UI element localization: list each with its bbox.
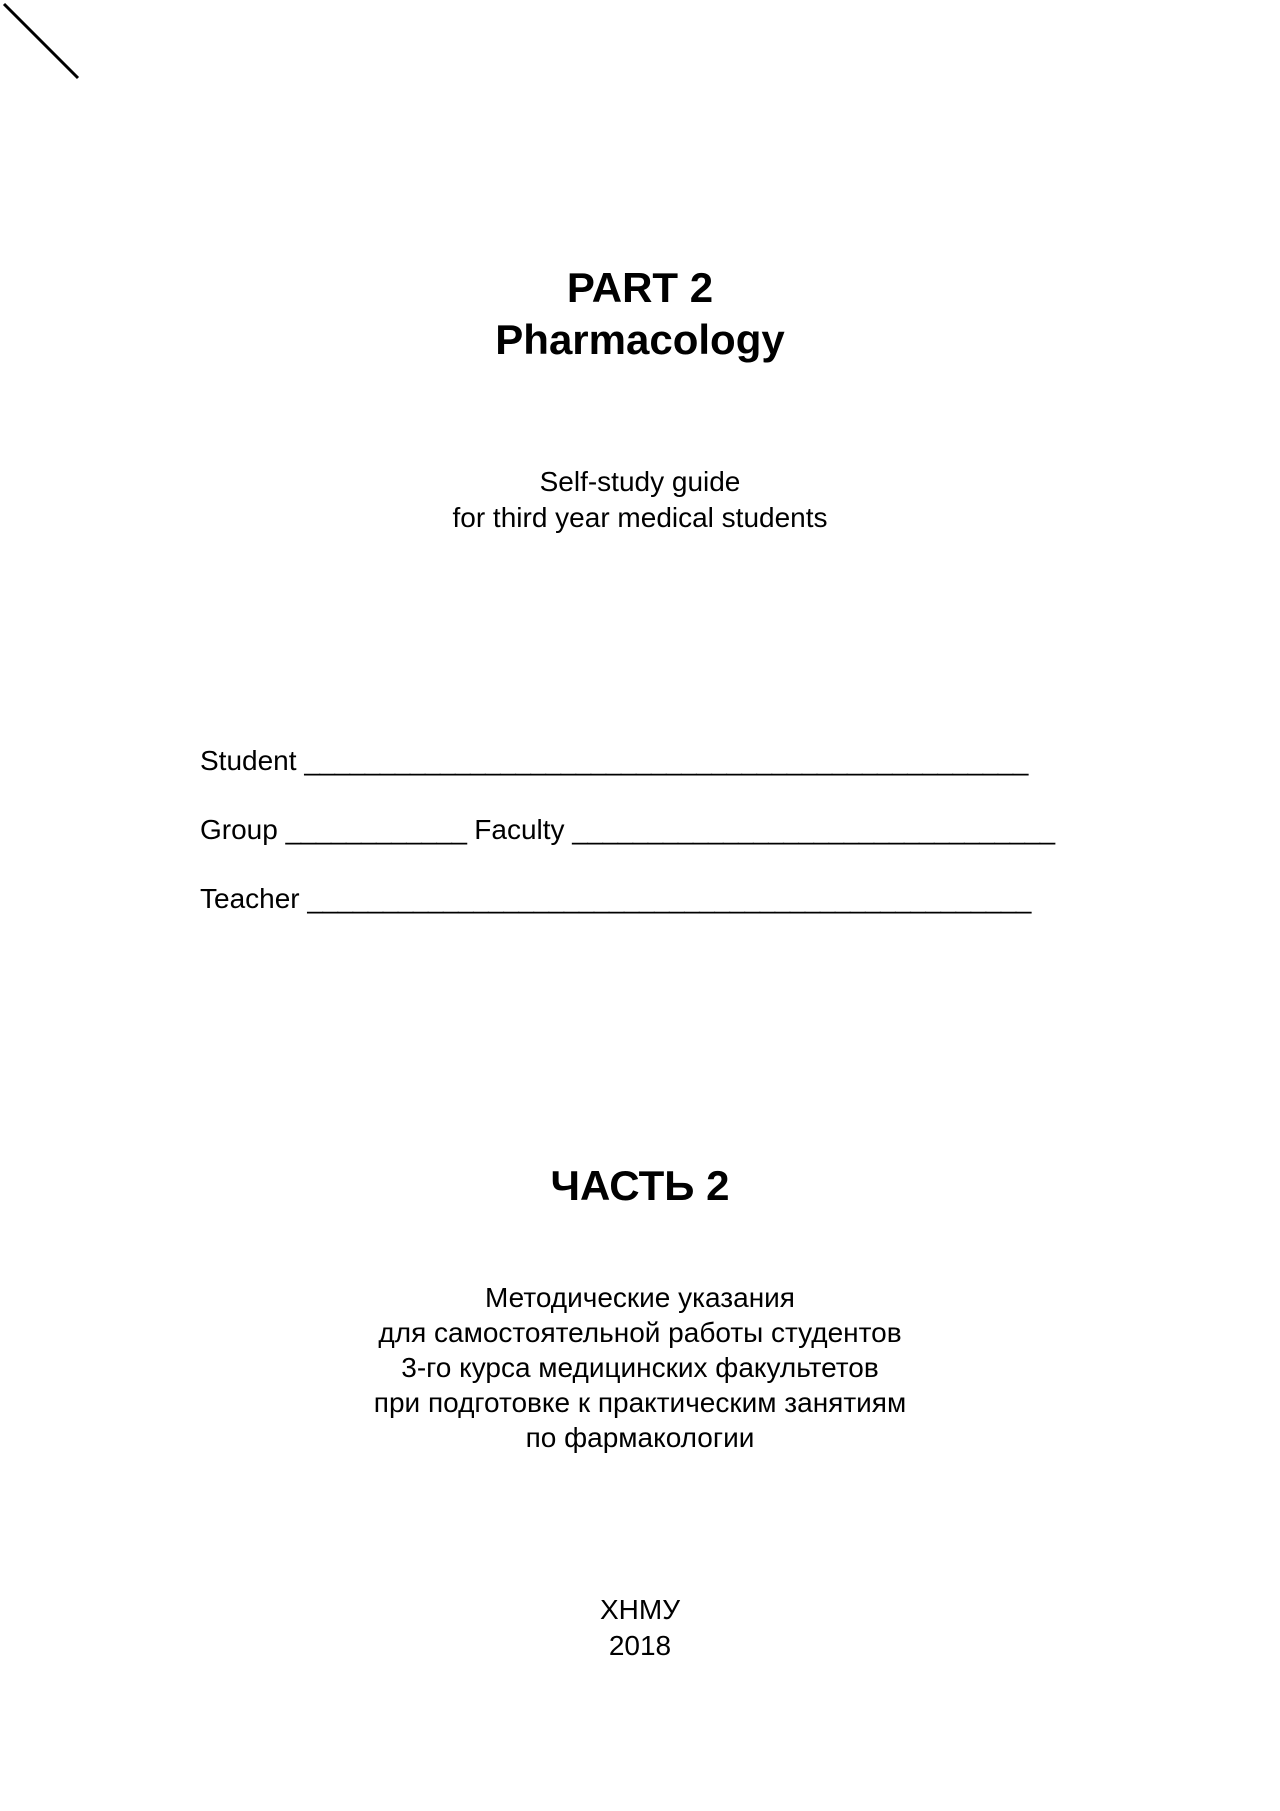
subtitle-line-1: Self-study guide [539,466,741,497]
faculty-label: Faculty [474,814,565,845]
ru-line-2: для самостоятельной работы студентов [378,1317,902,1348]
group-label: Group [200,814,278,845]
russian-part-title: ЧАСТЬ 2 [550,1162,730,1209]
part-label: PART 2 [566,264,714,311]
english-title [0,262,1280,366]
group-faculty-field[interactable] [200,813,1055,847]
ru-line-4: при подготовке к практическим занятиям [373,1387,907,1418]
russian-description [0,1280,1280,1455]
teacher-field[interactable] [200,882,1031,916]
faculty-blank[interactable]: ________________________________ [572,814,1055,845]
group-blank[interactable]: ____________ [285,814,467,845]
ru-line-1: Методические указания [485,1282,795,1313]
student-field[interactable] [200,744,1028,778]
student-label: Student [200,745,297,776]
institution-name: ХНМУ [599,1594,680,1625]
teacher-blank[interactable]: ________________________________________________ [307,883,1031,914]
english-subtitle [0,464,1280,536]
subject-title: Pharmacology [495,316,785,363]
teacher-label: Teacher [200,883,300,914]
corner-line-icon [0,0,90,90]
ru-line-3: 3-го курса медицинских факультетов [401,1352,879,1383]
publisher-footer [0,1592,1280,1664]
student-blank[interactable]: ________________________________________________ [304,745,1028,776]
subtitle-line-2: for third year medical students [452,502,828,533]
ru-line-5: по фармакологии [525,1422,755,1453]
publication-year: 2018 [608,1630,672,1661]
